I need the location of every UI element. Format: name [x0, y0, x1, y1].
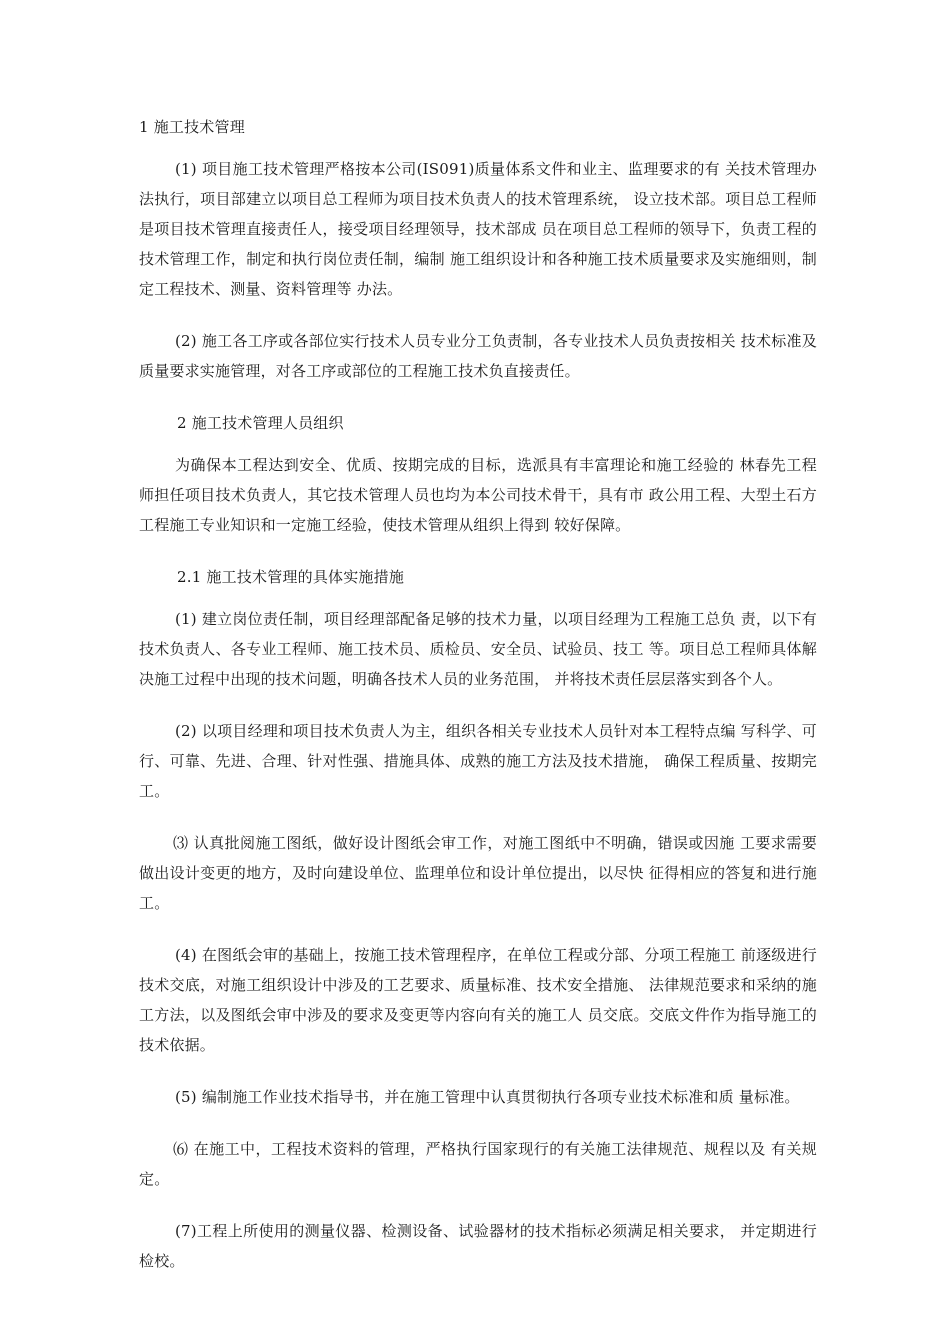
paragraph: (7)工程上所使用的测量仪器、检测设备、试验器材的技术指标必须满足相关要求， 并定期进行检校。: [139, 1222, 817, 1270]
paragraph: (1) 项目施工技术管理严格按本公司(IS091)质量体系文件和业主、监理要求的有 关技术管理办法执行，项目部建立以项目总工程师为项目技术负责人的技术管理系统， 设立技术部。项目总工程师是项目技术管理直接责任人，接受项目经理领导，技术部成 员在项目总工程师的领导下，负责工程的技术管理工作，制定和执行岗位责任制，编制 施工组织设计和各种施工技术质量要求及实施细则，制定工程技术、测量、资料管理等 办法。: [139, 160, 817, 298]
section-heading-1: 1 施工技术管理: [139, 118, 245, 136]
section-heading-2: 2 施工技术管理人员组织: [177, 414, 344, 432]
section-heading-2-1: 2.1 施工技术管理的具体实施措施: [177, 568, 405, 586]
document-body: [139, 112, 817, 1298]
paragraph: (1) 建立岗位责任制，项目经理部配备足够的技术力量，以项目经理为工程施工总负 责，以下有技术负责人、各专业工程师、施工技术员、质检员、安全员、试验员、技工 等。项目总工程师具体解决施工过程中出现的技术问题，明确各技术人员的业务范围， 并将技术责任层层落实到各个人。: [139, 610, 817, 688]
paragraph: (2) 施工各工序或各部位实行技术人员专业分工负责制，各专业技术人员负责按相关 技术标准及质量要求实施管理，对各工序或部位的工程施工技术负直接责任。: [139, 332, 817, 380]
paragraph: 为确保本工程达到安全、优质、按期完成的目标，选派具有丰富理论和施工经验的 林春先工程师担任项目技术负责人，其它技术管理人员也均为本公司技术骨干，具有市 政公用工程、大型土石方工程施工专业知识和一定施工经验，使技术管理从组织上得到 较好保障。: [139, 456, 817, 534]
paragraph: (5) 编制施工作业技术指导书，并在施工管理中认真贯彻执行各项专业技术标准和质 量标准。: [175, 1088, 800, 1106]
paragraph: (2) 以项目经理和项目技术负责人为主，组织各相关专业技术人员针对本工程特点编 写科学、可行、可靠、先进、合理、针对性强、措施具体、成熟的施工方法及技术措施， 确保工程质量、按期完工。: [139, 722, 817, 800]
paragraph: (4) 在图纸会审的基础上，按施工技术管理程序，在单位工程或分部、分项工程施工 前逐级进行技术交底，对施工组织设计中涉及的工艺要求、质量标准、技术安全措施、 法律规范要求和采纳的施工方法，以及图纸会审中涉及的要求及变更等内容向有关的施工人 员交底。交底文件作为指导施工的技术依据。: [139, 946, 817, 1054]
paragraph: ⑶ 认真批阅施工图纸，做好设计图纸会审工作，对施工图纸中不明确，错误或因施 工要求需要做出设计变更的地方，及时向建设单位、监理单位和设计单位提出，以尽快 征得相应的答复和进行施工。: [139, 834, 817, 912]
paragraph: ⑹ 在施工中，工程技术资料的管理，严格执行国家现行的有关施工法律规范、规程以及 有关规定。: [139, 1140, 817, 1188]
